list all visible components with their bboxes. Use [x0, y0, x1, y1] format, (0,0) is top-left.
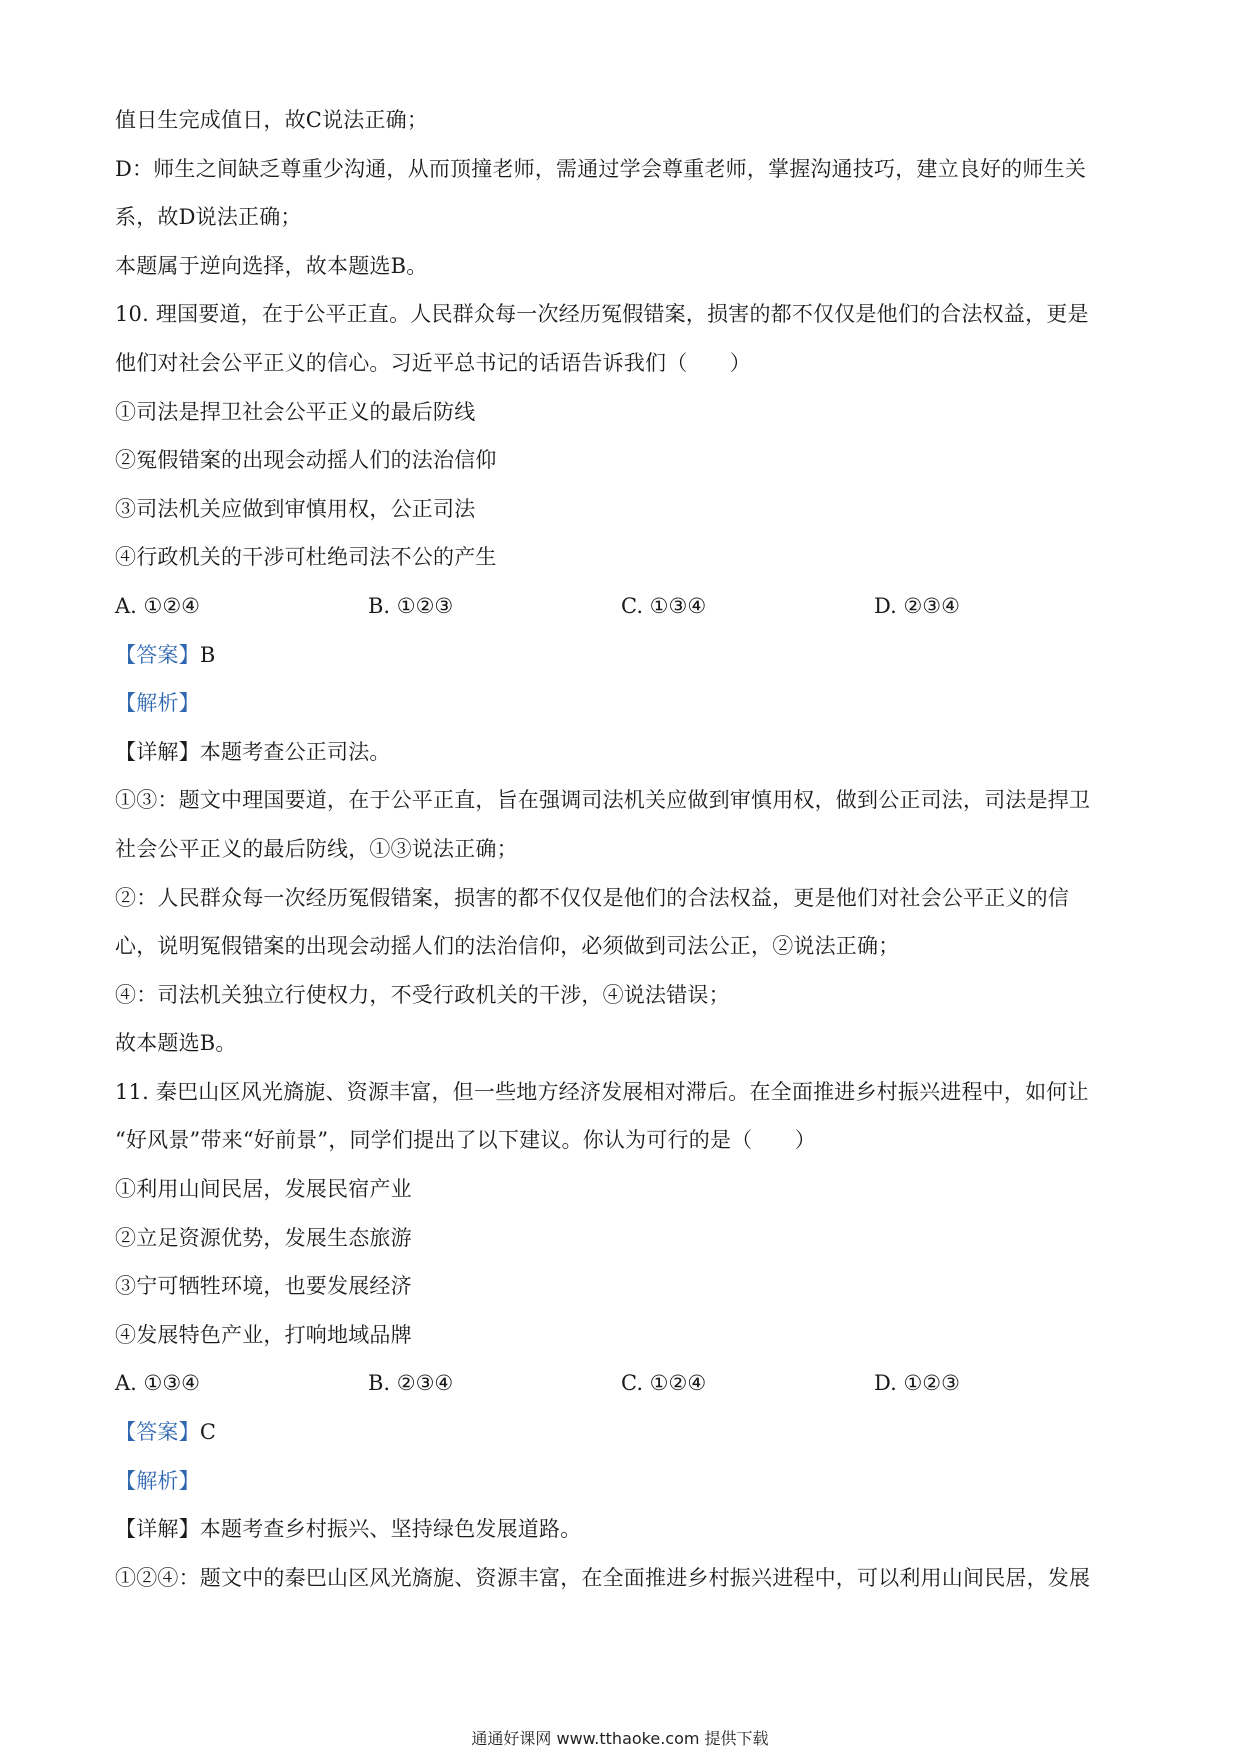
- choice-b: B. ②③④: [368, 1371, 454, 1396]
- question-11-choices: [115, 1359, 1127, 1408]
- question-10-detail: 【详解】本题考查公正司法。: [115, 739, 391, 764]
- question-10-statement-3: ③司法机关应做到审慎用权，公正司法: [115, 496, 476, 521]
- choice-a: A. ①③④: [115, 1371, 200, 1396]
- question-10-stem: 10. 理国要道，在于公平正直。人民群众每一次经历冤假错案，损害的都不仅仅是他们的合法权益，更是: [115, 302, 1089, 327]
- choice-d: D. ①②③: [874, 1371, 960, 1396]
- question-11-detail: 【详解】本题考查乡村振兴、坚持绿色发展道路。: [115, 1517, 582, 1542]
- choice-d: D. ②③④: [874, 593, 960, 618]
- question-10-statement-2: ②冤假错案的出现会动摇人们的法治信仰: [115, 448, 497, 473]
- question-11-stem: 11. 秦巴山区风光旖旎、资源丰富，但一些地方经济发展相对滞后。在全面推进乡村振兴进程中，如何让: [115, 1079, 1089, 1104]
- choice-c: C. ①③④: [621, 593, 707, 618]
- question-11-analysis: [115, 1457, 1127, 1506]
- question-10-statement-1: ①司法是捍卫社会公平正义的最后防线: [115, 399, 476, 424]
- question-10-answer: [115, 631, 1127, 680]
- question-11-stem: “好风景”带来“好前景”，同学们提出了以下建议。你认为可行的是（ ）: [115, 1128, 816, 1153]
- answer-value: C: [199, 1420, 217, 1445]
- text-line: 值日生完成值日，故C说法正确；: [115, 108, 429, 132]
- analysis-tag: 【解析】: [115, 1468, 200, 1493]
- explanation-line: ①②④：题文中的秦巴山区风光旖旎、资源丰富，在全面推进乡村振兴进程中，可以利用山间民居，发展: [115, 1565, 1091, 1590]
- text-line: 本题属于逆向选择，故本题选B。: [115, 253, 428, 278]
- question-10-choices: [115, 582, 1127, 631]
- explanation-line: 社会公平正义的最后防线，①③说法正确；: [115, 836, 518, 861]
- question-11-statement-3: ③宁可牺牲环境，也要发展经济: [115, 1274, 412, 1299]
- text-line: 系，故D说法正确；: [115, 205, 302, 230]
- question-11-statement-2: ②立足资源优势，发展生态旅游: [115, 1225, 412, 1250]
- explanation-line: ②：人民群众每一次经历冤假错案，损害的都不仅仅是他们的合法权益，更是他们对社会公平正义的信: [115, 885, 1069, 910]
- question-10-statement-4: ④行政机关的干涉可杜绝司法不公的产生: [115, 545, 497, 570]
- question-10-analysis: [115, 679, 1127, 728]
- question-10-stem: 他们对社会公平正义的信心。习近平总书记的话语告诉我们（ ）: [115, 350, 751, 375]
- question-11-statement-4: ④发展特色产业，打响地域品牌: [115, 1322, 412, 1347]
- question-11-answer: [115, 1408, 1127, 1457]
- explanation-line: ①③：题文中理国要道，在于公平正直，旨在强调司法机关应做到审慎用权，做到公正司法，司法是捍卫: [115, 788, 1091, 813]
- text-line: D：师生之间缺乏尊重少沟通，从而顶撞老师，需通过学会尊重老师，掌握沟通技巧，建立良好的师生关: [115, 156, 1087, 181]
- explanation-line: 心，说明冤假错案的出现会动摇人们的法治信仰，必须做到司法公正，②说法正确；: [115, 934, 900, 959]
- document-page: [115, 96, 1127, 1602]
- answer-tag: 【答案】: [115, 642, 200, 667]
- conclusion-line: 故本题选B。: [115, 1031, 237, 1056]
- answer-tag: 【答案】: [115, 1420, 200, 1445]
- answer-value: B: [199, 642, 216, 667]
- choice-c: C. ①②④: [621, 1371, 707, 1396]
- question-11-statement-1: ①利用山间民居，发展民宿产业: [115, 1177, 412, 1202]
- explanation-line: ④：司法机关独立行使权力，不受行政机关的干涉，④说法错误；: [115, 982, 730, 1007]
- choice-b: B. ①②③: [368, 593, 454, 618]
- choice-a: A. ①②④: [115, 593, 200, 618]
- footer-watermark: 通通好课网 www.tthaoke.com 提供下载: [471, 1729, 769, 1748]
- analysis-tag: 【解析】: [115, 691, 200, 716]
